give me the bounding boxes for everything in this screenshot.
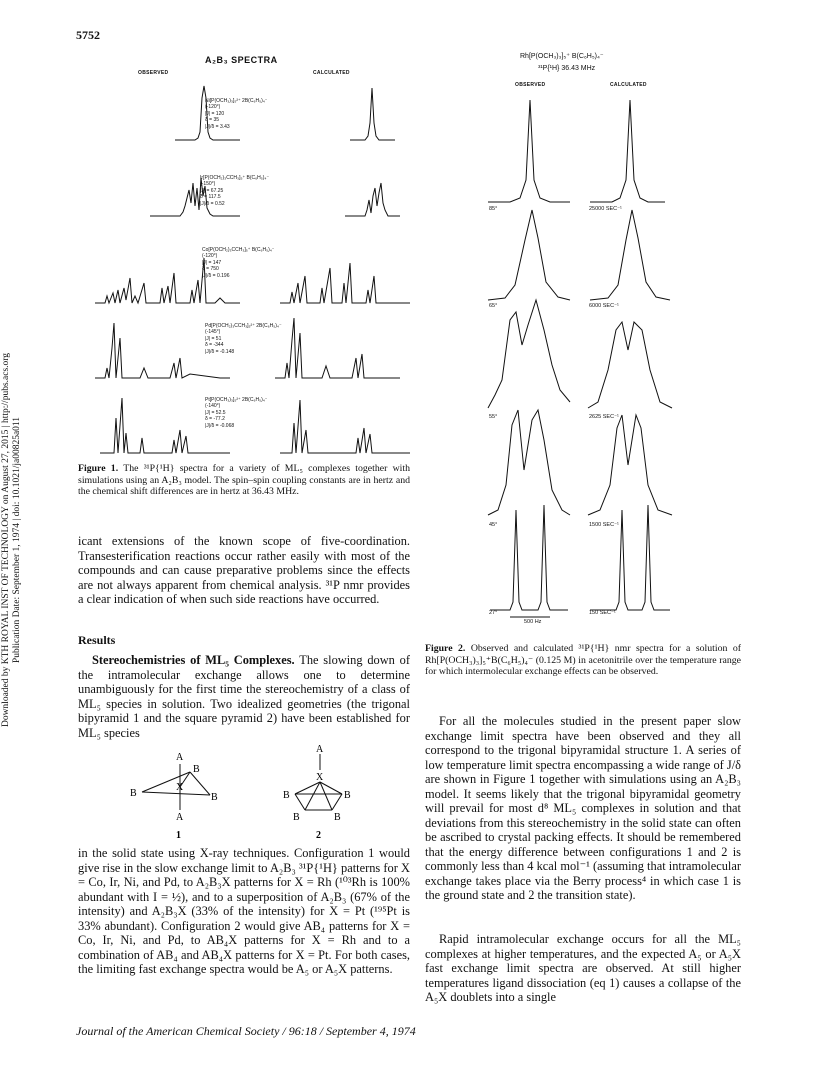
fig2-temp-85: 85° <box>489 206 498 212</box>
figure1-caption <box>78 463 410 498</box>
struct1-atom-b-left: B <box>130 788 137 799</box>
figure2-caption <box>425 643 741 678</box>
right-para2: Rapid intramolecular exchange occurs for all the ML₅ complexes at higher temperatures, and the expected A₅ or A₅X fast exchange limit spectra are observed. At still higher temperatures ligand dissociation (eq 1) causes a collapse of the A₅X doublets into a single <box>425 932 741 1004</box>
fig2-observed-27 <box>490 505 568 610</box>
fig2-calculated-45 <box>588 415 672 515</box>
struct2-atom-a: A <box>316 744 324 755</box>
fig1-params-ir: Ir[P(OCH₂)₃CCH₃]₅⁺ B(C₆H₅)₄⁻ (-150°) |J| = 67.25 δ = 117.5 |J|/δ = 0.52 <box>200 175 270 207</box>
fig2-observed-45 <box>488 410 570 515</box>
struct1-atom-b-right: B <box>211 792 218 803</box>
fig2-temp-55: 55° <box>489 414 498 420</box>
struct2-atom-b-1: B <box>283 790 290 801</box>
structure-2-square-pyramid <box>283 744 351 823</box>
fig2-rate-2: 6000 SEC⁻¹ <box>589 303 619 309</box>
page-number: 5752 <box>76 28 100 42</box>
fig2-rate-5: 150 SEC⁻¹ <box>589 610 616 616</box>
left-para2: Stereochemistries of ML₅ Complexes. The slowing down of the intramolecular exchange allows one to determine unambiguously for the first time the stereochemistry of a class of ML₅ species in solution. Two idealized geometries (the trigonal bipyramid 1 and the square pyramid 2) have been established for ML₅ species <box>78 653 411 740</box>
fig2-calculated-27 <box>590 505 670 610</box>
spectrum-calculated-ni <box>350 88 395 140</box>
fig2-rate-1: 25000 SEC⁻¹ <box>589 206 622 212</box>
struct1-atom-b-top: B <box>193 764 200 775</box>
struct1-atom-x: X <box>176 782 184 793</box>
spectrum-calculated-co <box>280 263 410 303</box>
fig2-calculated-55 <box>588 322 672 408</box>
spectrum-calculated-pd <box>275 318 400 378</box>
spectrum-calculated-pt <box>280 400 410 453</box>
fig1-params-pt: Pt[P(OCH₃)₃]₅²⁺ 2B(C₆H₅)₄⁻ (-140°) |J| = 52.5 δ = -77.2 |J|/δ = -0.068 <box>205 397 268 429</box>
fig1-params-pd: Pd[P(OCH₂)₃CCH₃]₅²⁺ 2B(C₆H₅)₄⁻ (-145°) |J| = 51 δ = -344 |J|/δ = -0.148 <box>205 323 282 355</box>
struct2-atom-b-4: B <box>334 812 341 823</box>
fig2-scale-label: 500 Hz <box>524 619 542 625</box>
results-heading: Results <box>78 633 116 647</box>
right-para1: For all the molecules studied in the present paper slow exchange limit spectra have been observed and they all correspond to the trigonal bipyramidal structure 1. A series of low temperature limit spectra encompassing a wide range of J/δ are shown in Figure 1 together with simulations using an A₂B₃ model. It seems likely that the trigonal bipyramidal geometry will prevail for most d⁸ ML₅ complexes in solution and that deviations from this stereochemistry in the solid state can often be ascribed to crystal packing effects. It should be remembered that the energy difference between configurations 1 and 2 is commonly less than 4 kcal mol⁻¹ (assuming that intramolecular exchange takes place via the Berry process⁴ in which case 1 is the ground state and 2 the transition state). <box>425 714 741 902</box>
figure2-caption-label: Figure 2. <box>425 643 466 654</box>
struct2-atom-b-3: B <box>293 812 300 823</box>
figure1-observed-label: OBSERVED <box>138 70 169 76</box>
fig2-rate-4: 1500 SEC⁻¹ <box>589 522 619 528</box>
struct1-atom-a-bottom: A <box>176 812 184 823</box>
download-line: Downloaded by KTH ROYAL INST OF TECHNOLOGY on August 27, 2015 | http://pubs.acs.org <box>1 352 11 728</box>
figure1-title: A₂B₃ SPECTRA <box>205 55 278 65</box>
struct2-atom-b-2: B <box>344 790 351 801</box>
left-para3: in the solid state using X-ray techniques. Configuration 1 would give rise in the slow exchange limit to A₂B₃ ³¹P{¹H} patterns for X = Co, Ir, Ni, and Pd, to A₂B₃X patterns for X = Rh (¹⁰³Rh is 100% abundant with I = ½), and to a superposition of A₂B₃ (67% of the intensity) and A₂B₃X (33% of the intensity) for X = Pt (¹⁹⁵Pt is 33% abundant). Configuration 2 would give AB₄ patterns for X = Co, Ir, Ni, and Pd, to AB₄X patterns for X = Rh and to a combination of AB₄ and AB₄X patterns for X = Pt. For both cases, the limiting fast exchange spectra would be A₅ or A₅X patterns. <box>78 846 410 976</box>
figure1-calculated-label: CALCULATED <box>313 70 350 76</box>
left-para1: icant extensions of the known scope of five-coordination. Transesterification reactions occur rather easily with most of the compounds and can cause preparative problems since the effects are not always apparent from chemical analysis. ³¹P nmr provides a clear indication of when such side reactions have occurred. <box>78 534 410 606</box>
structure-1-trigonal-bipyramid <box>130 752 218 823</box>
fig2-rate-3: 2625 SEC⁻¹ <box>589 414 619 420</box>
figure2-spectra <box>480 90 690 620</box>
journal-footer: Journal of the American Chemical Society / 96:18 / September 4, 1974 <box>76 1024 416 1038</box>
figure2-header-subtitle: ³¹P{¹H} 36.43 MHz <box>538 65 596 72</box>
structure-1-label: 1 <box>176 830 181 841</box>
fig2-observed-65 <box>488 210 570 300</box>
fig2-temp-45: 45° <box>489 522 498 528</box>
figure2-header-formula: Rh[P(OCH₃)₃]₅⁺ B(C₆H₅)₄⁻ <box>520 53 604 60</box>
fig2-observed-55 <box>488 300 570 408</box>
fig1-params-co: Co[P(OCH₂)₃CCH₃]₅⁺ B(C₆H₅)₄⁻ (-120°) |J| = 147 δ = 750 |J|/δ = 0.196 <box>202 247 275 279</box>
structure-2-label: 2 <box>316 830 321 841</box>
struct2-atom-x: X <box>316 772 324 783</box>
fig2-temp-27: 27° <box>489 610 498 616</box>
fig2-calculated-85 <box>590 100 665 202</box>
fig2-temp-65: 65° <box>489 303 498 309</box>
figure2-caption-text: Observed and calculated ³¹P{¹H} nmr spectra for a solution of Rh[P(OCH₃)₃]₅⁺B(C₆H₅)₄⁻ (0.125 M) in acetonitrile over the temperature range for which intermolecular exchange effects can be observed. <box>425 643 742 677</box>
figure2-observed-label: OBSERVED <box>515 82 546 88</box>
download-stamp <box>2 330 22 750</box>
structures-1-2 <box>110 742 370 842</box>
stereochemistries-subheading: Stereochemistries of ML₅ Complexes. <box>92 653 295 667</box>
fig1-params-ni: Ni[P(OCH₃)₃]₅²⁺ 2B(C₆H₅)₄⁻ (-120°) |J| = 120 δ = 35 |J|/δ = 3.43 <box>205 98 268 130</box>
struct1-atom-a-top: A <box>176 752 184 763</box>
publication-line: Publication Date: September 1, 1974 | doi: 10.1021/ja00825a011 <box>12 416 22 664</box>
figure1-caption-label: Figure 1. <box>78 463 119 474</box>
fig2-observed-85 <box>488 100 570 202</box>
fig2-calculated-65 <box>590 210 670 300</box>
spectrum-calculated-ir <box>345 183 400 216</box>
figure2-calculated-label: CALCULATED <box>610 82 647 88</box>
figure1-caption-text: The ³¹P{¹H} spectra for a variety of ML₅ complexes together with simulations using an A₂B₃ model. The spin–spin coupling constants are in hertz and the chemical shift differences are in hertz at 36.43 MHz. <box>78 463 411 497</box>
